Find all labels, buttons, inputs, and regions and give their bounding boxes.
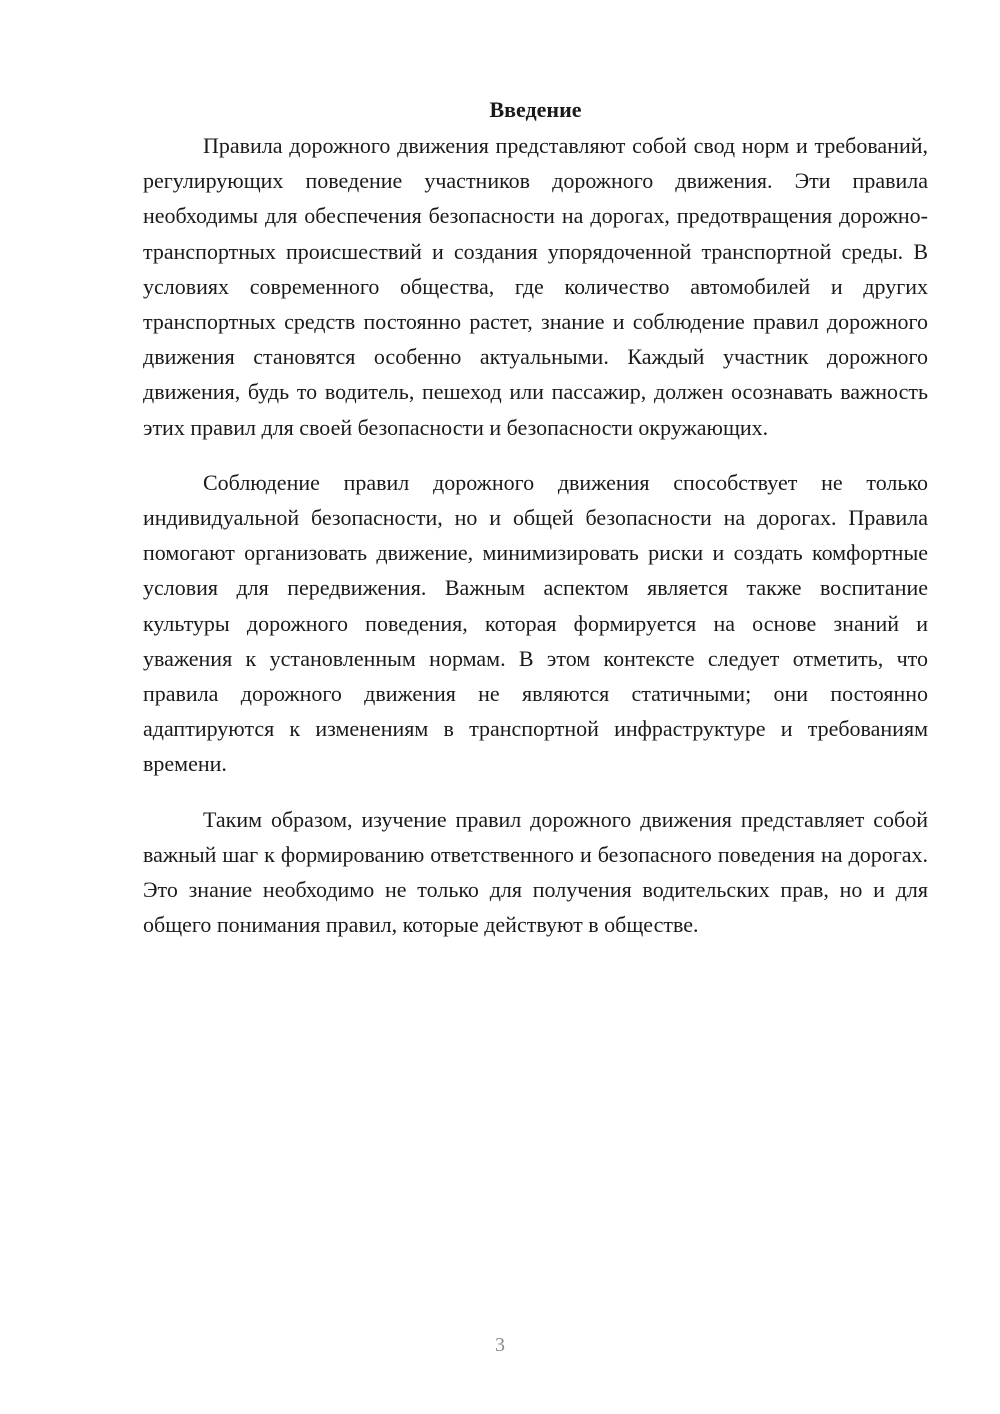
- page-number: 3: [495, 1334, 505, 1356]
- paragraph-2: Соблюдение правил дорожного движения способствует не только индивидуальной безопасности, но и общей безопасности на дорогах. Правила помогают организовать движение, минимизировать риски и создать комфортные условия для передвижения. Важным аспектом является также воспитание культуры дорожного поведения, которая формируется на основе знаний и уважения к установленным нормам. В этом контексте следует отметить, что правила дорожного движения не являются статичными; они постоянно адаптируются к изменениям в транспортной инфраструктуре и требованиям времени.: [143, 469, 928, 777]
- paragraph-3: Таким образом, изучение правил дорожного движения представляет собой важный шаг к формированию ответственного и безопасного поведения на дорогах. Это знание необходимо не только для получения водительских прав, но и для общего понимания правил, которые действуют в обществе.: [143, 806, 928, 938]
- section-heading: Введение: [489, 97, 582, 122]
- paragraph-1: Правила дорожного движения представляют собой свод норм и требований, регулирующих поведение участников дорожного движения. Эти правила необходимы для обеспечения безопасности на дорогах, предотвращения дорожно-транспортных происшествий и создания упорядоченной транспортной среды. В условиях современного общества, где количество автомобилей и других транспортных средств постоянно растет, знание и соблюдение правил дорожного движения становятся особенно актуальными. Каждый участник дорожного движения, будь то водитель, пешеход или пассажир, должен осознавать важность этих правил для своей безопасности и безопасности окружающих.: [143, 133, 928, 440]
- page-content: [143, 92, 928, 942]
